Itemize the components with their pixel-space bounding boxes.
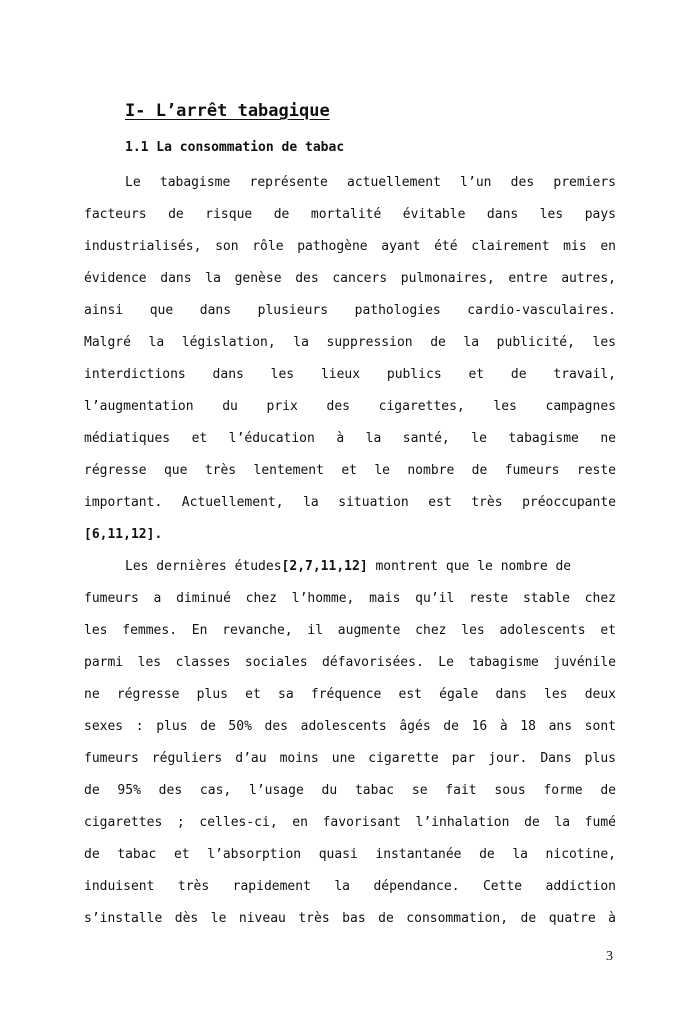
citation-6-11-12: [6,11,12]. [84, 527, 163, 542]
paragraph-2-line-1-suffix: montrent que le nombre de [367, 559, 572, 574]
paragraph-2-line-11: induisent très rapidement la dépendance. Cette addiction [84, 879, 616, 894]
subsection-heading: 1.1 La consommation de tabac [125, 140, 345, 155]
paragraph-2-line-3: les femmes. En revanche, il augmente chez les adolescents et [84, 623, 616, 638]
paragraph-2-line-9: cigarettes ; celles-ci, en favorisant l’inhalation de la fumé [84, 815, 616, 830]
paragraph-2-line-6: sexes : plus de 50% des adolescents âgés de 16 à 18 ans sont [84, 719, 616, 734]
paragraph-1-line-4: évidence dans la genèse des cancers pulmonaires, entre autres, [84, 271, 616, 286]
paragraph-2-line-10: de tabac et l’absorption quasi instantanée de la nicotine, [84, 847, 616, 862]
paragraph-1-line-5: ainsi que dans plusieurs pathologies cardio-vasculaires. [84, 303, 616, 318]
paragraph-2-line-1-prefix: Les dernières études [125, 559, 282, 574]
paragraph-2-line-4: parmi les classes sociales défavorisées. Le tabagisme juvénile [84, 655, 616, 670]
citation-2-7-11-12: [2,7,11,12] [281, 559, 368, 574]
paragraph-2-line-2: fumeurs a diminué chez l’homme, mais qu’il reste stable chez [84, 591, 616, 606]
paragraph-2-line-1 [125, 558, 616, 576]
paragraph-2-line-7: fumeurs réguliers d’au moins une cigarette par jour. Dans plus [84, 751, 616, 766]
paragraph-1-line-7: interdictions dans les lieux publics et de travail, [84, 367, 616, 382]
paragraph-1-line-8: l’augmentation du prix des cigarettes, les campagnes [84, 399, 616, 414]
paragraph-2-line-8: de 95% des cas, l’usage du tabac se fait sous forme de [84, 783, 616, 798]
paragraph-1-line-9: médiatiques et l’éducation à la santé, le tabagisme ne [84, 431, 616, 446]
section-heading: I- L’arrêt tabagique [125, 101, 330, 121]
paragraph-1-line-10: régresse que très lentement et le nombre de fumeurs reste [84, 463, 616, 478]
page-number: 3 [606, 949, 613, 964]
paragraph-2-line-5: ne régresse plus et sa fréquence est égale dans les deux [84, 687, 616, 702]
paragraph-1-line-1: Le tabagisme représente actuellement l’un des premiers [125, 175, 616, 190]
paragraph-1-line-2: facteurs de risque de mortalité évitable dans les pays [84, 207, 616, 222]
paragraph-1-line-6: Malgré la législation, la suppression de la publicité, les [84, 335, 616, 350]
paragraph-2-line-12: s’installe dès le niveau très bas de consommation, de quatre à [84, 911, 616, 926]
paragraph-1-line-3: industrialisés, son rôle pathogène ayant été clairement mis en [84, 239, 616, 254]
paragraph-1-line-11: important. Actuellement, la situation est très préoccupante [84, 495, 616, 510]
